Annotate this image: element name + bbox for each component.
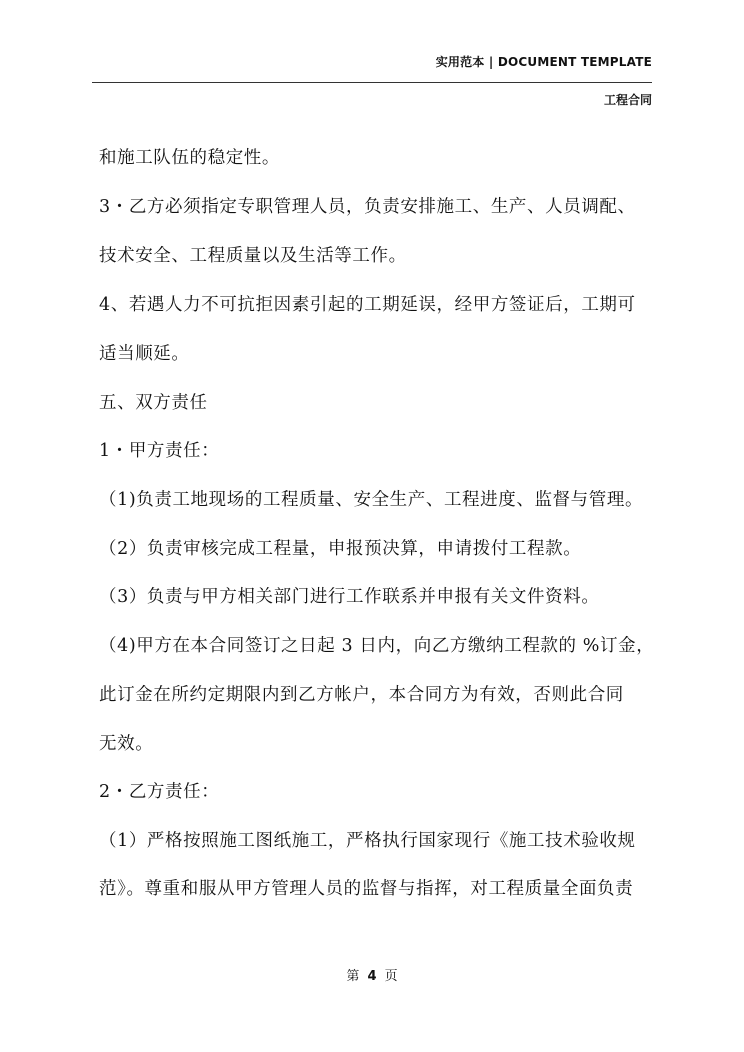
body-line: 范》。尊重和服从甲方管理人员的监督与指挥，对工程质量全面负责 bbox=[99, 879, 634, 899]
document-header-title: 实用范本 | DOCUMENT TEMPLATE bbox=[435, 55, 652, 69]
body-line: 适当顺延。 bbox=[99, 344, 190, 364]
body-line: 技术安全、工程质量以及生活等工作。 bbox=[99, 246, 407, 266]
body-line: （1)负责工地现场的工程质量、安全生产、工程进度、监督与管理。 bbox=[99, 490, 644, 510]
page-label-prefix: 第 bbox=[346, 969, 360, 984]
body-line: 和施工队伍的稳定性。 bbox=[99, 148, 280, 168]
body-line: 无效。 bbox=[99, 734, 154, 754]
page-footer bbox=[0, 965, 744, 984]
subsection-heading: 2・乙方责任： bbox=[99, 782, 220, 802]
subsection-heading: 1・甲方责任： bbox=[99, 441, 220, 461]
body-line: （2）负责审核完成工程量，申报预决算，申请拨付工程款。 bbox=[99, 539, 582, 559]
header-divider bbox=[92, 82, 652, 83]
page-number: 4 bbox=[367, 969, 377, 984]
body-line: （1）严格按照施工图纸施工，严格执行国家现行《施工技术验收规 bbox=[99, 831, 636, 851]
body-line: 4、若遇人力不可抗拒因素引起的工期延误，经甲方签证后，工期可 bbox=[99, 295, 636, 315]
section-heading: 五、双方责任 bbox=[99, 393, 208, 413]
page-label-suffix: 页 bbox=[384, 969, 398, 984]
body-line: （4)甲方在本合同签订之日起 3 日内，向乙方缴纳工程款的 %订金， bbox=[99, 636, 655, 656]
body-line: 3・乙方必须指定专职管理人员，负责安排施工、生产、人员调配、 bbox=[99, 197, 636, 217]
document-header-subtitle: 工程合同 bbox=[603, 93, 652, 107]
body-line: （3）负责与甲方相关部门进行工作联系并申报有关文件资料。 bbox=[99, 587, 600, 607]
body-line: 此订金在所约定期限内到乙方帐户，本合同方为有效，否则此合同 bbox=[99, 685, 624, 705]
